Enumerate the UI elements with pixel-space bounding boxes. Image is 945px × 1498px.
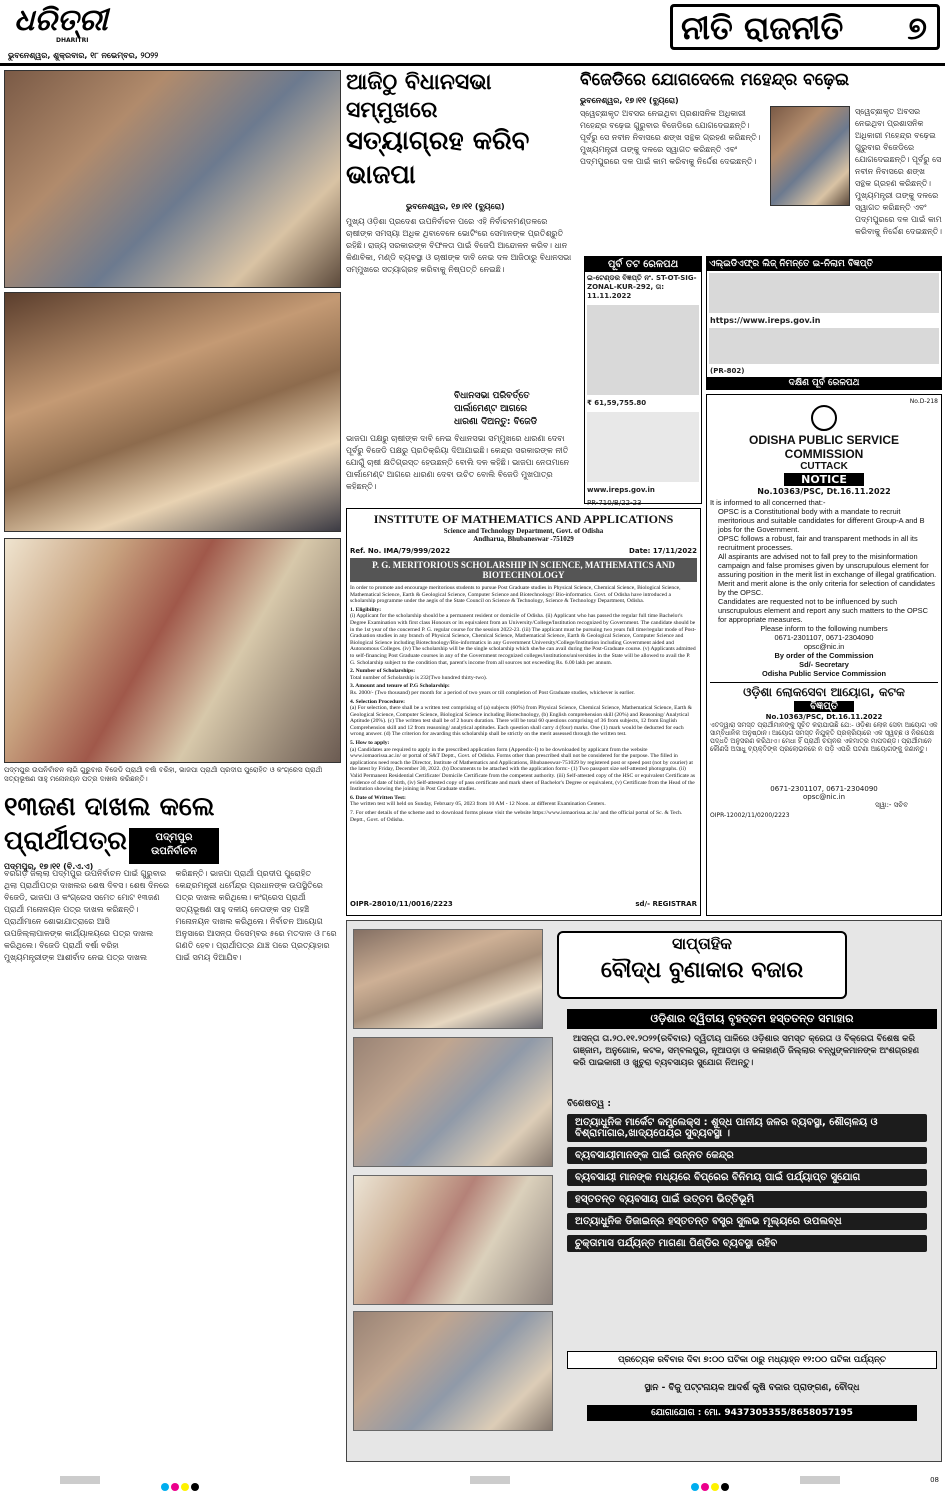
apply-heading: 5. How to apply: <box>350 740 390 747</box>
tag-line-2: ଉପନିର୍ବାଚନ <box>151 846 197 857</box>
notice-point-2: OPSC follows a robust, fair and transparent methods in all its recruitment processes. <box>718 534 918 552</box>
ad-venue: ସ୍ଥାନ - ବିଜୁ ପଟ୍ଟନାୟକ ଆଦର୍ଶ କୃଷି ବଜାର ପ୍ରାଙ୍ଗଣ, ବୌଦ୍ଧ <box>644 1383 860 1393</box>
org-sub-2: Andharua, Bhubaneswar -751029 <box>473 535 574 543</box>
padampur-tag <box>129 828 219 864</box>
order-text: By order of the Commission <box>774 651 874 660</box>
notice-point-1: OPSC is a Constitutional body with a mandate to recruit meritorious and suitable candidates for different Group-A and B jobs for the Government. <box>718 507 925 534</box>
subhead-line-2: ପାର୍ଲାମେଣ୍ଟ ଆଗରେ <box>454 404 528 414</box>
ad-timing: ପ୍ରତ୍ୟେକ ରବିବାର ଦିବା ୭:୦୦ ଘଟିକା ଠାରୁ ମଧ୍ୟାହ୍ନ ୧୨:୦୦ ଘଟିକା ପର୍ଯ୍ୟନ୍ତ <box>567 1351 937 1369</box>
dateline: ଭୁବନେଶ୍ୱର, ୧୭।୧୧ (ବ୍ୟୁରୋ) <box>580 96 679 105</box>
feature-item: ଅତ୍ୟାଧୁନିକ ମାର୍କେଟ କମ୍ପ୍ଲେକ୍ସ : ଶୁଦ୍ଧ ପାନୀୟ ଜଳର ବ୍ୟବସ୍ଥା, ଶୌଚାଳୟ ଓ ବିଶ୍ରାମାଗାର,ଖାଦ୍ୟପେୟର ସୁବ୍ୟବସ୍ଥା । <box>567 1114 927 1142</box>
story-body: ବରଗଡ଼ ଜିଲ୍ଲା ପଦ୍ମପୁର ଉପନିର୍ବାଚନ ପାଇଁ ଗୁରୁବାର ଥିଲା ପ୍ରାର୍ଥୀପତ୍ର ଦାଖଲର ଶେଷ ଦିବସ। ଶେଷ ଦିନରେ ବିଜେଡି, ଭାଜପା ଓ କଂଗ୍ରେସ ସମେତ ମୋଟ ୧୩ଜଣ ପ୍ରାର୍ଥୀ ମନୋନୟନ ପତ୍ର ଦାଖଲ କରିଛନ୍ତି। ପ୍ରାର୍ଥୀମାନେ ଶୋଭାଯାତ୍ରାରେ ଆସି ଉପଜିଲ୍ଲାପାଳଙ୍କ କାର୍ଯ୍ୟାଳୟରେ ପତ୍ର ଦାଖଲ କରିଥିଲେ। ବିଜେଡି ପ୍ରାର୍ଥୀ ବର୍ଷା ବରିହା ମୁଖ୍ୟମନ୍ତ୍ରୀଙ୍କ ଆଶୀର୍ବାଦ ନେଇ ପତ୍ର ଦାଖଲ କରିଛନ୍ତି। ଭାଜପା ପ୍ରାର୍ଥୀ ପ୍ରଦୀପ ପୁରୋହିତ କେନ୍ଦ୍ରମନ୍ତ୍ରୀ ଧର୍ମେନ୍ଦ୍ର ପ୍ରଧାନଙ୍କ ଉପସ୍ଥିତିରେ ପତ୍ର ଦାଖଲ କରିଥିଲେ। କଂଗ୍ରେସ ପ୍ରାର୍ଥୀ ସତ୍ୟଭୂଷଣ ସାହୁ ଦଳୀୟ ନେତାଙ୍କ ସହ ପହଞ୍ଚି ମନୋନୟନ ଦାଖଲ କରିଥିଲେ। ନିର୍ବାଚନ ଆୟୋଗ ଅନୁସାରେ ଆସନ୍ତା ଡିସେମ୍ବର ୫ରେ ମତଦାନ ଓ ୮ରେ ଗଣତି ହେବ। ପ୍ରାର୍ଥୀପତ୍ର ଯାଞ୍ଚ ପରେ ପ୍ରତ୍ୟାହାର ପାଇଁ ସମୟ ଦିଆଯିବ। <box>4 869 337 962</box>
notice-point-4: Merit and merit alone is the only criteria for selection of candidates by the OPSC. <box>718 579 935 597</box>
odia-sign: ସ୍ୱା:- ସଚିବ <box>875 801 908 809</box>
notice-no: No.10363/PSC, Dt.16.11.2022 <box>757 487 891 496</box>
print-registration-bar <box>0 1470 945 1494</box>
page-code: 08 <box>930 1476 939 1484</box>
story-body: ମୁଖ୍ୟ ଓଡ଼ିଶା ପ୍ରଦେଶ ଉପନିର୍ବାଚନ ପରେ ଏହି ନିର୍ବାଚନମଣ୍ଡଳରେ ଚାଷୀଙ୍କ ସମସ୍ୟା ଅଧିକ ଥିବାବେଳେ ଭୋଟିଂରେ ସେମାନଙ୍କ ପ୍ରତିଶ୍ରୁତି ରହିଛି। ରାଜ୍ୟ ସରକାରଙ୍କ ବିଫଳତା ପାଇଁ ବିଜେପି ଆନ୍ଦୋଳନ କରିବ। ଧାନ କିଣାବିକା, ମଣ୍ଡି ବ୍ୟବସ୍ଥା ଓ ଚାଷୀଙ୍କ ଦାବି ନେଇ ଦଳ ଆଜିଠାରୁ ବିଧାନସଭା ସମ୍ମୁଖରେ ସତ୍ୟାଗ୍ରହ କରିବାକୁ ନିଷ୍ପତ୍ତି ନେଇଛି। <box>346 217 572 274</box>
eligibility-text: (i) Applicant for the scholarship should be a permanent resident or domicile of Odisha. (ii) Applicant who has passed the regular full time Bachelor's Degree Examination with first class Honours or its equivalent from an University/College/Institution recognized by Government. The candidate should be in the 1st year of the concerned P. G. regular course for the session 2022-23. (iii) The applicant must be pursuing two years full time/regular mode of Post-Graduation studies in any branch of Physical Science, Chemical Science, Mathematical Science, Earth & Geological Science, Computer Science and Biological Science including Biotechnology/Bio-informatics in any Government University/College/Institution including Government aided and Autonomous Colleges. (iv) The scholarship will be the single scholarship which she/he can avail during the Post-Graduate course. (v) Applicants admitted to self-financing Post Graduate courses in any of the Government recognized colleges/institutions/universities in the State will be allowed to avail the P. G. Scholarship subject to the condition that, parent's income from all sources not exceeding Rs. 6.00 lakh per annum. <box>350 613 697 666</box>
dateline: ପଦ୍ମପୁର, ୧୭।୧୧ (ବି.ଏ.ଏ) <box>4 862 94 871</box>
auction-code: (PR-802) <box>710 367 745 375</box>
ad-title: ପୂର୍ବ ତଟ ରେଳପଥ <box>585 257 701 272</box>
odia-body: ଏତଦ୍ୱାରା ସମସ୍ତ ପ୍ରାର୍ଥୀମାନଙ୍କୁ ସୂଚିତ କରାଯାଉଛି ଯେ:- ଓଡ଼ିଶା ଲୋକ ସେବା ଆୟୋଗ ଏକ ସାମ୍ବିଧାନିକ ଅନୁଷ୍ଠାନ। ଆୟୋଗ ସମସ୍ତ ନିଯୁକ୍ତି ପ୍ରକ୍ରିୟାରେ ଏକ ସ୍ୱଚ୍ଛ ଓ ନିରପେକ୍ଷ ପଦ୍ଧତି ଅନୁସରଣ କରିଥାଏ। ମେଧା ହିଁ ପ୍ରାର୍ଥୀ ଚୟନର ଏକମାତ୍ର ମାପଦଣ୍ଡ। ପ୍ରାର୍ଥୀମାନେ କୌଣସି ଅସାଧୁ ବ୍ୟକ୍ତିଙ୍କ ପ୍ରଲୋଭନରେ ନ ପଡ଼ି ଏପରି ଘଟଣା ଆୟୋଗଙ୍କୁ ଜଣାନ୍ତୁ। <box>710 721 938 753</box>
ad-code: OIPR-28010/11/0016/2223 <box>350 900 453 908</box>
feature-item: ଚୁକ୍ତାମାସ ପର୍ଯ୍ୟନ୍ତ ମାଗଣା ପିଣ୍ଡିର ବ୍ୟବସ୍ଥା ରହିବ <box>567 1235 927 1252</box>
ref-no: Ref. No. IMA/79/999/2022 <box>350 547 451 555</box>
auction-details <box>709 273 939 313</box>
ad-title-1: ସାପ୍ତାହିକ <box>672 934 732 953</box>
odia-notice-label: ବିଜ୍ଞପ୍ତି <box>794 701 854 712</box>
ad-photo-market-2 <box>353 1037 553 1167</box>
test-text: The written test will held on Sunday, February 05, 2023 from 10 AM - 12 Noon. at different Examination Centers. <box>350 801 606 808</box>
section-title: ନୀତି ରାଜନୀତି <box>681 9 844 47</box>
odia-notice-no: No.10363/PSC, Dt.16.11.2022 <box>765 713 883 721</box>
odia-phones: 0671-2301107, 0671-2304090 <box>770 785 878 793</box>
registrar-sign: sd/- REGISTRAR <box>635 900 697 908</box>
ad-title: ଏଲ୍‌ଇଡିଏଫ୍‌ର ଲିଜ୍ ନିମନ୍ତେ ଇ-ନିଲାମ ବିଜ୍ଞପ୍ତି <box>707 257 941 271</box>
masthead <box>0 0 945 62</box>
story-body-2: ଭାଜପା ପକ୍ଷରୁ ଚାଷୀଙ୍କ ଦାବି ନେଇ ବିଧାନସଭା ସମ୍ମୁଖରେ ଧାରଣା ଦେବା ପୂର୍ବରୁ ବିଜେଡି ପକ୍ଷରୁ ପ୍ରତିକ୍ରିୟା ଦିଆଯାଇଛି। କେନ୍ଦ୍ର ସରକାରଙ୍କ ନୀତି ଯୋଗୁଁ ଚାଷୀ କ୍ଷତିଗ୍ରସ୍ତ ହେଉଛନ୍ତି ବୋଲି ଦଳ କହିଛି। ଭାଜପା ନେତାମାନେ ପାର୍ଲାମେଣ୍ଟ ଆଗରେ ଧାରଣା ଦେବା ଉଚିତ ବୋଲି ବିଜେଡି ମୁଖପାତ୍ର କହିଛନ୍ତି। <box>346 434 570 491</box>
photo-caption: ପଦ୍ମପୁର ଉପନିର୍ବାଚନ ଲାଗି ଗୁରୁବାର ବିଜେଡି ପ୍ରାର୍ଥୀ ବର୍ଷା ବରିହା, ଭାଜପା ପ୍ରାର୍ଥୀ ପ୍ରଦୀପ ପୁରୋହିତ ଓ କଂଗ୍ରେସ ପ୍ରାର୍ଥୀ ସତ୍ୟଭୂଷଣ ସାହୁ ମନୋନୟନ ପତ୍ର ଦାଖଲ କରିଛନ୍ତି। <box>4 766 323 783</box>
ad-title-box <box>557 931 847 999</box>
notice-point-5: Candidates are requested not to be influenced by such unscrupulous element and report any such matters to the OPSC for appropriate measures. <box>718 597 928 624</box>
secretary-sign-2: Odisha Public Service Commission <box>761 669 887 678</box>
feature-item: ହସ୍ତତନ୍ତ ବ୍ୟବସାୟ ପାଇଁ ଉତ୍ତମ ଭିତ୍ତିଭୂମି <box>567 1191 927 1208</box>
org-sub-1: Science and Technology Department, Govt. of Odisha <box>443 527 604 535</box>
photo-nomination-1 <box>4 70 341 288</box>
dateline: ଭୁବନେଶ୍ୱର, ଶୁକ୍ରବାର, ୧୮ ନଭେମ୍ବର, ୨୦୨୨ <box>8 51 159 60</box>
amount-text: Rs. 2000/- (Two thousand) per month for a period of two years or till completion of Post Graduate studies, whichever is earlier. <box>350 689 635 696</box>
opsc-city: CUTTACK <box>800 461 848 472</box>
org-name: INSTITUTE OF MATHEMATICS AND APPLICATIONS <box>373 512 674 526</box>
ad-opsc-notice <box>706 394 942 916</box>
notice-label: NOTICE <box>784 473 864 486</box>
ad-code: OIPR-12002/11/0200/2223 <box>710 812 790 819</box>
feature-item: ଅତ୍ୟାଧୁନିକ ଡିଜାଇନ୍‌ର ହସ୍ତତନ୍ତ ବସ୍ତ୍ର ସୁଲଭ ମୂଲ୍ୟରେ ଉପଲବ୍ଧ <box>567 1213 927 1230</box>
auction-table <box>709 328 939 364</box>
contact-text: Please inform to the following numbers <box>760 624 888 633</box>
ad-code-top: No.D-218 <box>909 398 938 405</box>
story-body-right: ସ୍ୱେଚ୍ଛାକୃତ ଅବସର ନେଇଥିବା ପ୍ରଶାସନିକ ଅଧିକାରୀ ମହେନ୍ଦ୍ର ବଢ଼େଇ ଗୁରୁବାର ବିଜେଡିରେ ଯୋଗଦେଇଛନ୍ତି। ପୂର୍ବରୁ ସେ ନବୀନ ନିବାସରେ ଶଙ୍ଖ ସନ୍ଥକ ଗ୍ରହଣ କରିଛନ୍ତି। ମୁଖ୍ୟମନ୍ତ୍ରୀ ତାଙ୍କୁ ଦଳରେ ସ୍ୱାଗତ କରିଛନ୍ତି ଏବଂ ପଦ୍ମପୁରରେ ଦଳ ପାଇଁ କାମ କରିବାକୁ ନିର୍ଦ୍ଦେଶ ଦେଇଛନ୍ତି। <box>855 107 942 236</box>
ad-se-railway-auction <box>706 256 942 390</box>
subhead-line-3: ଧାରଣା ଦିଅନ୍ତୁ: ବିଜେଡି <box>454 417 538 427</box>
gray-swatch <box>800 1476 840 1484</box>
auction-footer: ଦକ୍ଷିଣ ପୂର୍ବ ରେଳପଥ <box>707 377 941 389</box>
eligibility-heading: 1. Eligibility: <box>350 606 382 613</box>
auction-url[interactable]: https://www.ireps.gov.in <box>710 316 821 325</box>
tender-table <box>587 305 699 395</box>
tender-no: ଇ-ଟେଣ୍ଡର ବିଜ୍ଞପ୍ତି ନଂ. ST-OT-SIG-ZONAL-KUR-292, ତା: 11.11.2022 <box>587 274 697 300</box>
odia-email[interactable]: opsc@nic.in <box>802 793 846 801</box>
dateline: ଭୁବନେଶ୍ୱର, ୧୭।୧୧ (ବ୍ୟୁରୋ) <box>406 202 505 211</box>
ad-boudh-weavers-market <box>346 920 942 1462</box>
number-heading: 2. Number of Scholarships: <box>350 668 416 675</box>
apply-text: (a) Candidates are required to apply in the prescribed application form (Appendix-I) to be downloaded by applicant from the website www.iomaorissa.ac.in/ or portal of S&T Deptt., Govt. of Odisha. Forms other than prescribed shall not be considered for the purpose. The filled in applications need reach the Director, Institute of Mathematics and Applications, Bhubaneswar-751029 by registered post or speed post (not by courier) at the latest by Friday, December 30, 2022. (b) Documents to be attached with the application form:- (1) Two passport size self-attested photographs. (ii) Valid Permanent Residential Certificate/ Domicile Certificate from the competent authority. (iii) Self-attested copy of the HSC or equivalent Certificate as evidence of date of birth, (iv) Self-attested copy of pass certificate and mark sheet of Bachelor's Degree or equivalent, (v) Certificate from the Head of the Institution showing the joining in Post Graduate studies. <box>350 746 696 793</box>
story-bjd-joining <box>580 68 942 248</box>
headline: ୧୩ଜଣ ଦାଖଲ କଲେ ପ୍ରାର୍ଥୀପତ୍ର <box>4 792 215 856</box>
notice-intro: It is informed to all concerned that:- <box>710 498 826 507</box>
ad-contact: ଯୋଗାଯୋଗ : ମୋ. 9437305355/8658057195 <box>587 1405 917 1421</box>
secretary-sign: Sd/- Secretary <box>799 660 849 669</box>
subhead-line-1: ବିଧାନସଭା ପରିବର୍ତ୍ତେ <box>454 391 530 401</box>
ref-date: Date: 17/11/2022 <box>629 547 697 555</box>
headline: ଆଜିଠୁ ବିଧାନସଭା ସମ୍ମୁଖରେ <box>346 69 492 123</box>
intro: In order to promote and encourage meritorious students to pursue Post Graduate studies in Physical Science, Chemical Science, Biological Science, Mathematical Science, Earth & Geological Science, Computer Science and Biotechnology/ Bio-informatics. Govt. of Odisha have introduced a scholarship programme under the aegis of the State Council on Science & Technology, Science & Technology Department, Odisha. <box>350 585 681 605</box>
tender-code: PR-710/B/22-23 <box>587 499 642 507</box>
ad-subtitle: ଓଡ଼ିଶାର ଦ୍ୱିତୀୟ ବୃହତ୍ତମ ହସ୍ତତନ୍ତ ସମାହାର <box>567 1009 937 1029</box>
section-title-box <box>670 4 940 50</box>
opsc-emblem <box>811 405 837 431</box>
photo-nomination-2 <box>4 292 341 532</box>
scholarship-banner: P. G. MERITORIOUS SCHOLARSHIP IN SCIENCE, MATHEMATICS AND BIOTECHNOLOGY <box>350 558 697 582</box>
ad-ima-scholarship <box>346 508 701 916</box>
features-label: ବିଶେଷତ୍ୱ : <box>567 1099 611 1109</box>
headline: ବିଜେଡିରେ ଯୋଗଦେଲେ ମହେନ୍ଦ୍ର ବଢ଼େଇ <box>580 70 850 90</box>
story-body: ସ୍ୱେଚ୍ଛାକୃତ ଅବସର ନେଇଥିବା ପ୍ରଶାସନିକ ଅଧିକାରୀ ମହେନ୍ଦ୍ର ବଢ଼େଇ ଗୁରୁବାର ବିଜେଡିରେ ଯୋଗଦେଇଛନ୍ତି। ପୂର୍ବରୁ ସେ ନବୀନ ନିବାସରେ ଶଙ୍ଖ ସନ୍ଥକ ଗ୍ରହଣ କରିଛନ୍ତି। ମୁଖ୍ୟମନ୍ତ୍ରୀ ତାଙ୍କୁ ଦଳରେ ସ୍ୱାଗତ କରିଛନ୍ତି ଏବଂ ପଦ୍ମପୁରରେ ଦଳ ପାଇଁ କାମ କରିବାକୁ ନିର୍ଦ୍ଦେଶ ଦେଇଛନ୍ତି। <box>580 109 761 166</box>
tender-url[interactable]: www.ireps.gov.in <box>587 486 655 494</box>
color-dots-left <box>160 1476 200 1495</box>
number-text: Total number of Scholarship is 232(Two hundred thirty-two). <box>350 674 488 681</box>
page-number: ୭ <box>907 9 927 47</box>
details-text: 7. For other details of the scheme and to download forms please visit the website https://www.iomaorissa.ac.in/ and the official portal of Sc. & Tech. Deptt., Govt. of Odisha. <box>350 810 683 823</box>
story-bjp-satyagraha <box>346 68 574 508</box>
opsc-title: ODISHA PUBLIC SERVICE COMMISSION <box>748 433 900 461</box>
masthead-rule <box>0 63 945 66</box>
tag-line-1: ପଦ୍ମପୁର <box>155 832 193 843</box>
gray-swatch <box>60 1476 100 1484</box>
tender-amount: ₹ 61,59,755.80 <box>587 399 647 407</box>
selection-text: (a) For selection, there shall be a written test comprising of (a) subjects (60%) from Physical Science, Chemical Science, Mathematical Science, Earth & Geological Science, Computer Science, Biological Science including Biotechnology, (b) English comprehension skill (20%) and Reasoning/ Analytical Aptitude (20%). (c) The written test shall be of 2 hours duration. There will be total 60 questions comprising of 36 from subjects, 12 from English Comprehension skill and 12 from reasoning/ analytical aptitudes. Each question shall carry 4 (four) marks. One (1) mark would be deducted for each wrong answer. (d) The criterion for awarding this scholarship shall be strictly on the merit assessed through the written test. <box>350 705 693 738</box>
gray-swatch <box>470 1476 510 1484</box>
odia-title: ଓଡ଼ିଶା ଲୋକସେବା ଆୟୋଗ, କଟକ <box>743 685 905 699</box>
contact-phones: 0671-2301107, 0671-2304090 <box>774 633 874 642</box>
test-heading: 6. Date of Written Test: <box>350 794 406 801</box>
color-dots-right <box>690 1476 730 1495</box>
photo-nomination-3 <box>4 538 341 763</box>
feature-item: ବ୍ୟବସାୟୀ ମାନଙ୍କ ମଧ୍ୟରେ ବିପ୍ରେର ବିନିମୟ ପାଇଁ ପର୍ଯ୍ୟାପ୍ତ ସୁଯୋଗ <box>567 1169 927 1186</box>
selection-heading: 4. Selection Procedure: <box>350 698 405 705</box>
ad-east-coast-railway <box>584 256 702 507</box>
feature-item: ବ୍ୟବସାୟୀମାନଙ୍କ ପାଇଁ ଉନ୍ନତ କେନ୍ଦ୍ର <box>567 1147 927 1164</box>
ad-body: ଆସନ୍ତା ତା.୨୦.୧୧.୨୦୨୨(ରବିବାର) ଦ୍ୱିତୀୟ ପାଳିରେ ଓଡ଼ିଶାର ସମସ୍ତ କ୍ରେତା ଓ ବିକ୍ରେତା ବିଶେଷ କରି ଗଞ୍ଜାମ, ଅନୁଗୋଳ, କଟକ, ସମ୍ବଲପୁର, ନୂଆପଡ଼ା ଓ କଳାହାଣ୍ଡି ଜିଲ୍ଲାର ବନ୍ଧୁଙ୍କମାନଙ୍କ ଅଂଶଗ୍ରହଣ କରି ପାଇକାରୀ ଓ ଖୁଚୁରା ବ୍ୟବସାୟର ସୁଯୋଗ ନିଅନ୍ତୁ। <box>573 1034 920 1068</box>
ad-title-2: ବୌଦ୍ଧ ବୁଣାକାର ବଜାର <box>600 957 804 983</box>
logo-sub: DHARITRI <box>56 37 89 44</box>
logo: ଧରିତ୍ରୀ <box>14 3 108 38</box>
contact-email[interactable]: opsc@nic.in <box>803 642 845 651</box>
amount-heading: 3. Amount and tenure of P.G Scholarship: <box>350 683 450 690</box>
features-list <box>567 1109 937 1257</box>
photo-mahendra-badhei <box>770 106 850 206</box>
notice-point-3: All aspirants are advised not to fall prey to the misinformation campaign and false promises given by unscrupulous element for assuring position in the merit list in exchange of illegal gratification. <box>718 552 937 579</box>
tender-body <box>587 412 699 482</box>
ad-photo-market-4 <box>353 1311 553 1431</box>
headline-2: ସତ୍ୟାଗ୍ରହ କରିବ ଭାଜପା <box>346 126 530 190</box>
ad-photo-market-3 <box>353 1175 553 1305</box>
story-padampur-nominations <box>4 790 341 1462</box>
ad-photo-market-1 <box>353 929 543 1029</box>
subhead-box <box>454 390 574 429</box>
